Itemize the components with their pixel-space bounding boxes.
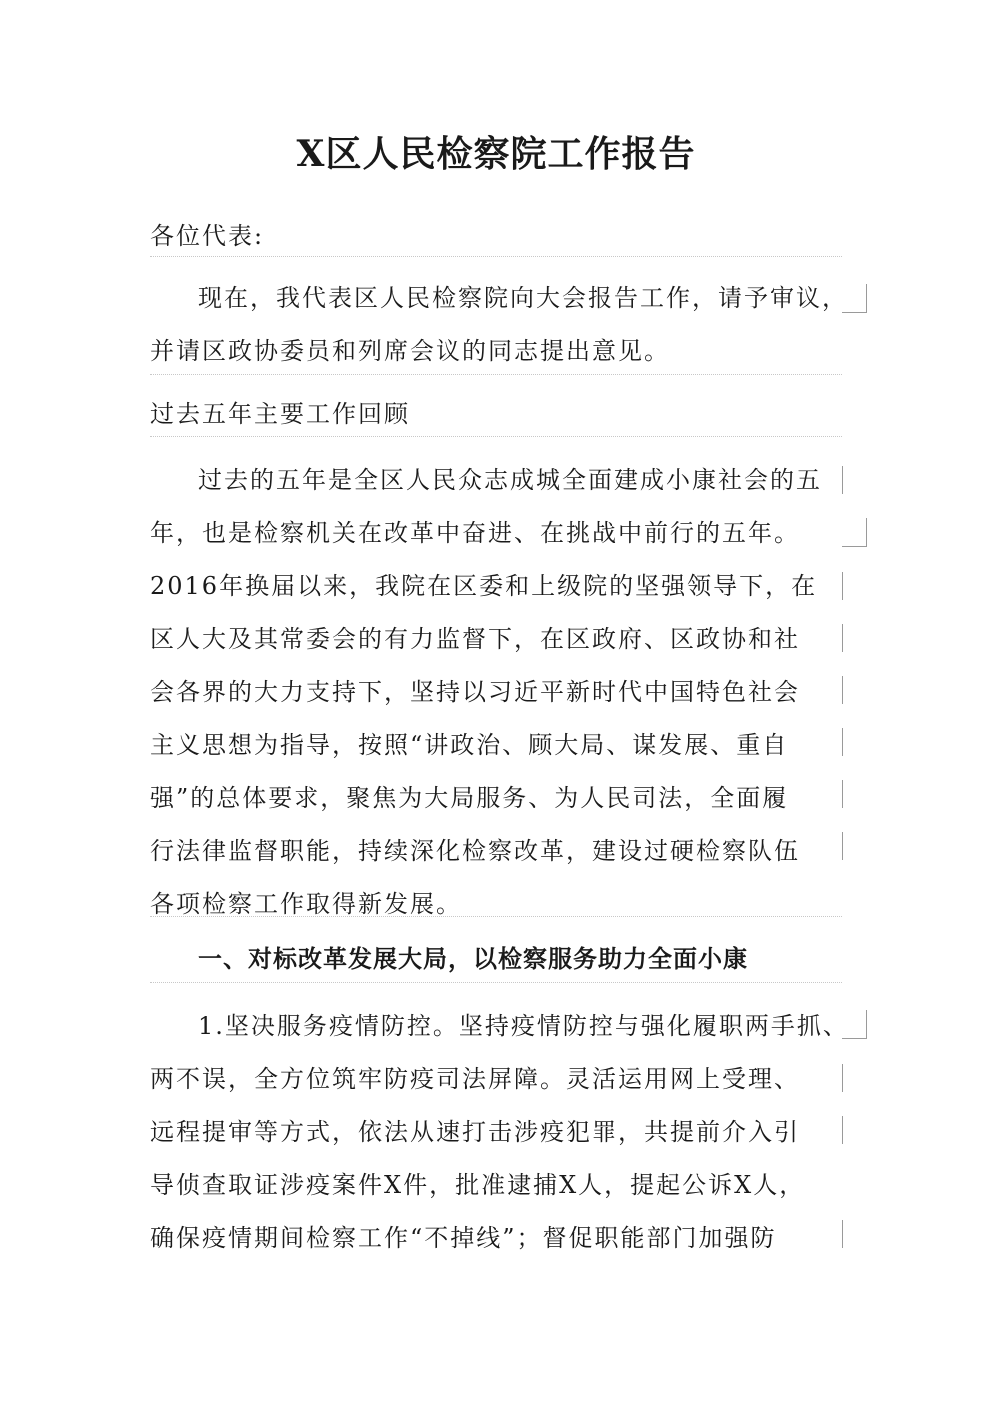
revision-mark [842,1064,843,1092]
review-line: 年，也是检察机关在改革中奋进、在挑战中前行的五年。 [150,519,800,547]
item-line: 两不误，全方位筑牢防疫司法屏障。灵活运用网上受理、 [150,1065,800,1093]
item-line: 远程提审等方式，依法从速打击涉疫犯罪，共提前介入引 [150,1118,800,1146]
revision-mark [842,518,867,547]
paragraph-separator [150,256,842,257]
revision-mark [842,572,843,600]
section-heading [150,932,840,985]
item-line: 1.坚决服务疫情防控。坚持疫情防控与强化履职两手抓、 [198,1012,849,1040]
revision-mark [842,1220,843,1248]
item-line: 确保疫情期间检察工作“不掉线”；督促职能部门加强防 [150,1224,777,1252]
review-line: 各项检察工作取得新发展。 [150,890,462,918]
item-paragraph [150,1000,849,1265]
review-line: 主义思想为指导，按照“讲政治、顾大局、谋发展、重自 [150,731,789,759]
section-label [150,388,840,441]
section-heading-text: 一、对标改革发展大局，以检察服务助力全面小康 [198,944,748,973]
item-line: 导侦查取证涉疫案件X件，批准逮捕X人，提起公诉X人， [150,1171,806,1199]
review-line: 会各界的大力支持下，坚持以习近平新时代中国特色社会 [150,678,800,706]
paragraph-separator [150,436,842,437]
salutation-text: 各位代表: [150,222,265,250]
revision-mark [842,1010,867,1039]
revision-mark [842,284,867,313]
intro-paragraph [150,272,848,378]
review-line: 区人大及其常委会的有力监督下，在区政府、区政协和社 [150,625,800,653]
review-paragraph [150,454,840,931]
revision-mark [842,676,843,704]
paragraph-separator [150,916,842,917]
document-title: X区人民检察院工作报告 [296,133,696,175]
intro-line: 并请区政协委员和列席会议的同志提出意见。 [150,337,670,365]
paragraph-separator [150,374,842,375]
paragraph-separator [150,982,842,983]
revision-mark [842,466,843,494]
revision-mark [842,832,843,860]
revision-mark [842,624,843,652]
intro-line: 现在，我代表区人民检察院向大会报告工作，请予审议， [198,284,848,312]
revision-mark [842,728,843,756]
revision-mark [842,780,843,808]
section-label-text: 过去五年主要工作回顾 [150,400,410,428]
review-line: 2016年换届以来，我院在区委和上级院的坚强领导下，在 [150,572,818,600]
review-line: 强”的总体要求，聚焦为大局服务、为人民司法，全面履 [150,784,789,812]
review-line: 过去的五年是全区人民众志成城全面建成小康社会的五 [198,466,822,494]
revision-mark [842,1116,843,1144]
review-line: 行法律监督职能，持续深化检察改革，建设过硬检察队伍 [150,837,800,865]
